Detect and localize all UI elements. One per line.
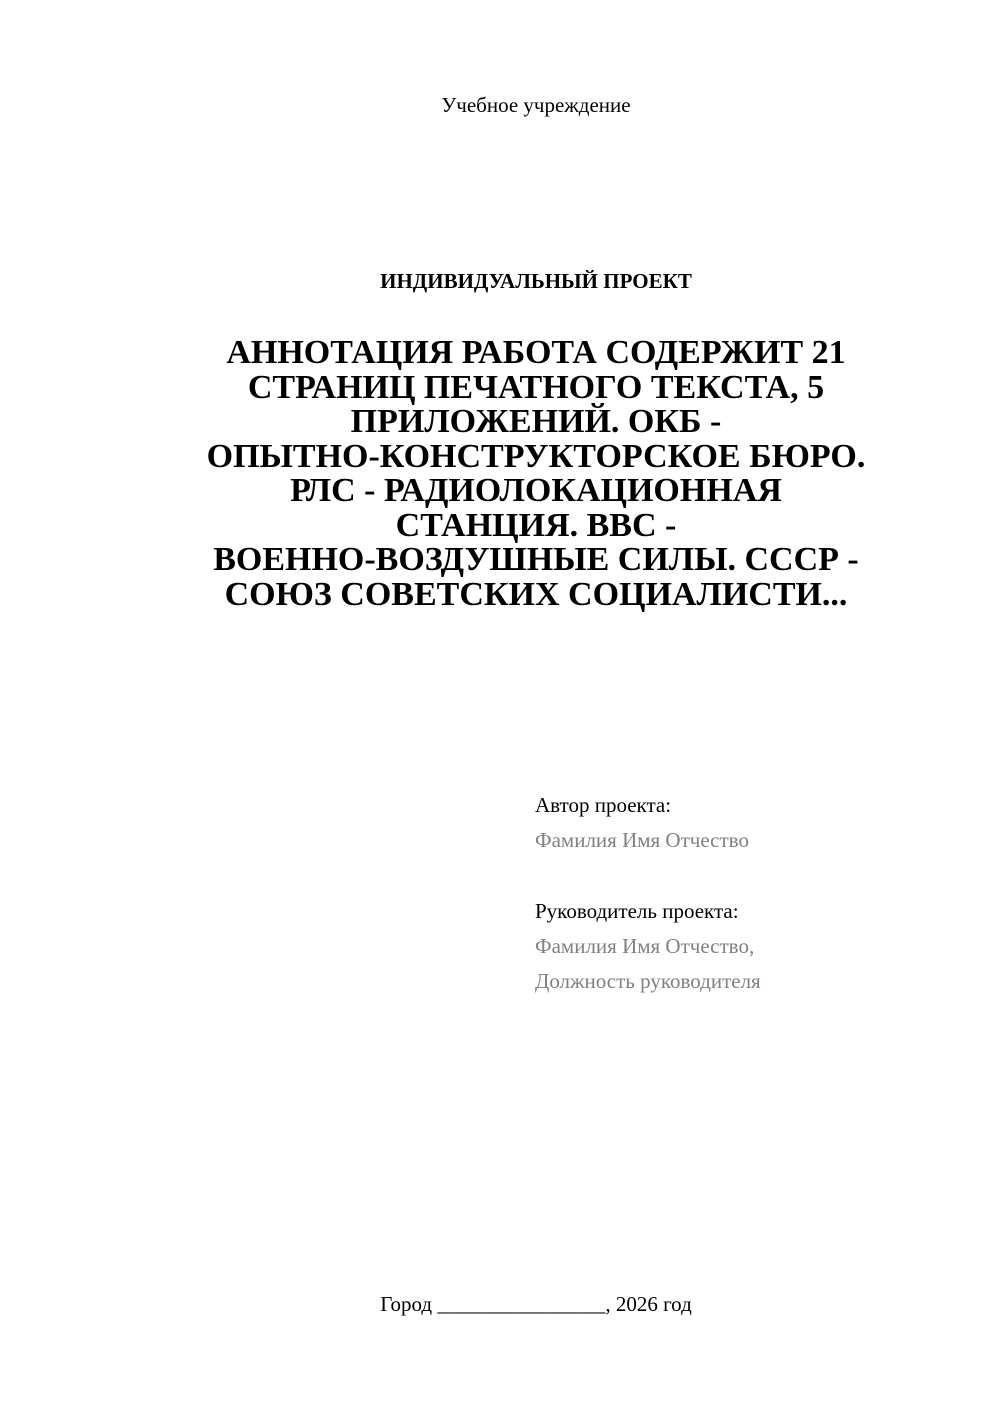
project-title-line: ПРИЛОЖЕНИЙ. ОКБ - [350, 403, 722, 440]
project-title-line: ВОЕННО-ВОЗДУШНЫЕ СИЛЫ. СССР - [213, 541, 859, 578]
supervisor-position: Должность руководителя [535, 969, 761, 993]
project-title-line: СТРАНИЦ ПЕЧАТНОГО ТЕКСТА, 5 [247, 368, 825, 406]
city-year-line: Город ________________, 2026 год [380, 1292, 692, 1316]
supervisor-label: Руководитель проекта: [535, 899, 739, 923]
project-title-line: СТАНЦИЯ. ВВС - [395, 506, 677, 544]
project-title-line: РЛС - РАДИОЛОКАЦИОННАЯ [290, 472, 782, 509]
project-title-line: СОЮЗ СОВЕТСКИХ СОЦИАЛИСТИ... [224, 575, 848, 613]
author-label: Автор проекта: [535, 793, 672, 817]
institution-name: Учебное учреждение [441, 93, 631, 117]
signature-spacer [535, 858, 975, 894]
signature-block [535, 788, 975, 999]
project-type-heading: ИНДИВИДУАЛЬНЫЙ ПРОЕКТ [380, 269, 692, 293]
project-title-line: ОПЫТНО-КОНСТРУКТОРСКОЕ БЮРО. [206, 437, 866, 475]
project-title-line: АННОТАЦИЯ РАБОТА СОДЕРЖИТ 21 [226, 334, 846, 371]
author-name: Фамилия Имя Отчество [535, 828, 749, 852]
supervisor-name: Фамилия Имя Отчество, [535, 934, 755, 958]
project-title [150, 336, 922, 612]
